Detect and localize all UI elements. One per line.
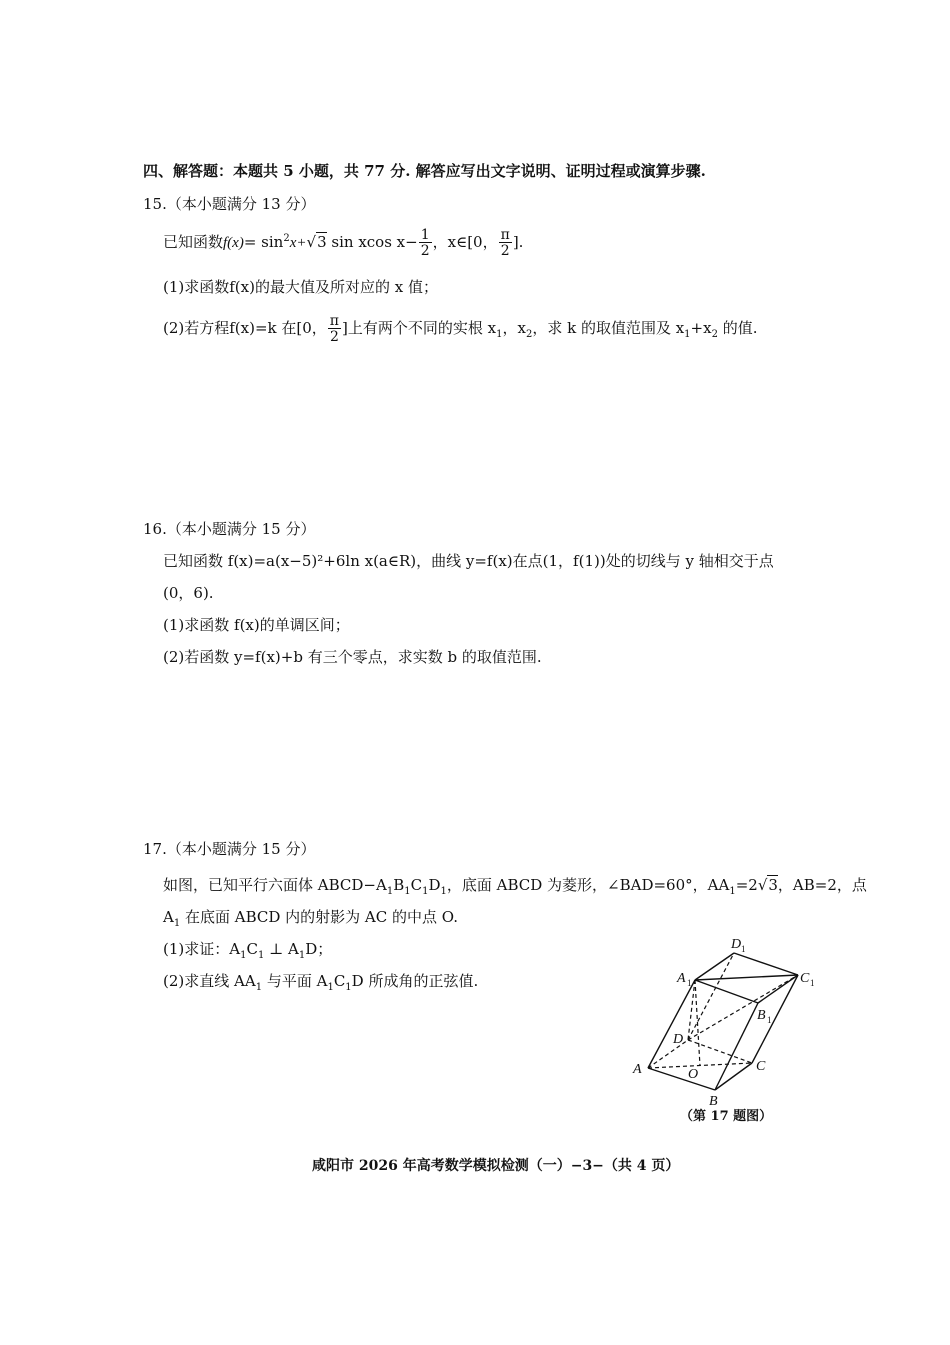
parallelepiped-figure (625, 930, 825, 1105)
q16-part2: (2)若函数 y=f(x)+b 有三个零点，求实数 b 的取值范围. (163, 648, 542, 666)
label-d1: D (731, 937, 742, 952)
q17-stem-line2: $A_1$ 在底面 ABCD 内的射影为 AC 的中点 O. (163, 908, 458, 929)
q15-part1: (1)求函数f(x)的最大值及所对应的 x 值； (163, 278, 438, 296)
label-b1: B (757, 1008, 766, 1023)
q16-stem-line1: 已知函数 f(x)=a(x−5)²+6ln x(a∈R)，曲线 y=f(x)在点(1，f(1))处的切线与 y 轴相交于点 (163, 552, 774, 570)
section-header: 四、解答题：本题共 5 小题，共 77 分. 解答应写出文字说明、证明过程或演算步骤. (143, 162, 706, 180)
hidden-segment-a1-o (695, 980, 700, 1066)
q17-part1: (1)求证：$A_1C_1$ ⊥ $A_1D$； (163, 940, 333, 961)
figure-caption: （第 17 题图） (680, 1109, 773, 1124)
q17-part2: (2)求直线 $AA_1$ 与平面 $A_1C_1D$ 所成角的正弦值. (163, 972, 479, 993)
edge-b1-a1 (695, 980, 758, 1003)
edge-d1-c1 (734, 953, 798, 975)
page-footer: 咸阳市 2026 年高考数学模拟检测（一）−3−（共 4 页） (312, 1158, 680, 1174)
label-a1-sub: 1 (687, 978, 692, 988)
label-c1-sub: 1 (810, 978, 815, 988)
label-b1-sub: 1 (767, 1015, 772, 1025)
q17-title: 17.（本小题满分 15 分） (143, 840, 316, 858)
label-d: D (673, 1032, 684, 1047)
edge-b-b1 (715, 1003, 758, 1090)
label-b: B (709, 1094, 718, 1105)
hidden-segment-a1-d (688, 980, 695, 1040)
edge-a-a1 (648, 980, 695, 1068)
label-o: O (688, 1067, 699, 1082)
label-c: C (756, 1059, 766, 1074)
label-c1: C (800, 971, 810, 986)
q16-stem-line2: (0，6). (163, 584, 214, 602)
hidden-edge-d-c (688, 1040, 752, 1063)
label-a: A (633, 1062, 642, 1077)
q17-stem-line1: 如图，已知平行六面体 $ABCD-A_1B_1C_1D_1$，底面 ABCD 为菱形，∠BAD=60°，$AA_1=2√3$，AB=2，点 (163, 876, 867, 897)
q15-title: 15.（本小题满分 13 分） (143, 195, 316, 213)
q16-title: 16.（本小题满分 15 分） (143, 520, 316, 538)
q15-stem: 已知函数$f(x)= \sin^2x+√3$ sin xcos x− $\frac{1}{2}$ ，x∈[0， $\frac{\pi}{2}$ ]. (163, 227, 524, 259)
label-d1-sub: 1 (741, 944, 746, 954)
edge-a-b (648, 1068, 715, 1090)
edge-b-c (715, 1063, 752, 1090)
q16-part1: (1)求函数 f(x)的单调区间； (163, 616, 350, 634)
label-a1: A (677, 971, 686, 986)
segment-a1-c1 (695, 975, 798, 980)
q15-part2: (2)若方程f(x)=k 在[0， $\frac{\pi}{2}$ ]上有两个不同的实根 $x_1$，$x_2$，求 k 的取值范围及 $x_1+x_2$ 的值. (163, 313, 758, 345)
edge-a1-d1 (695, 953, 734, 980)
hidden-edge-d-d1 (688, 953, 734, 1040)
